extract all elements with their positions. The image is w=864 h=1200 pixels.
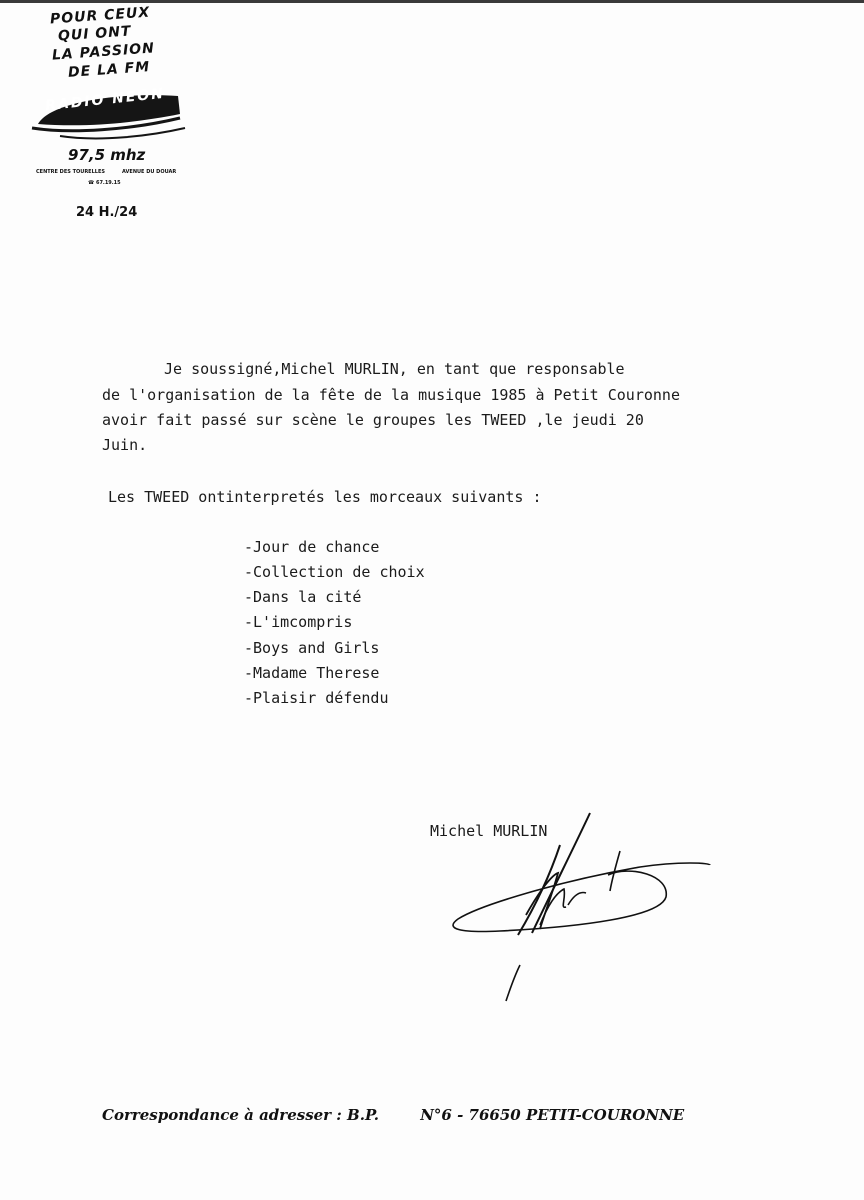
- slogan-line-1: POUR CEUX: [49, 4, 151, 28]
- slogan-line-2: QUI ONT: [57, 23, 132, 45]
- footer-address: [102, 1106, 684, 1124]
- handwritten-signature: [440, 805, 730, 1005]
- song-item: -Jour de chance: [244, 538, 380, 556]
- paragraph-line-3: avoir fait passé sur scène le groupes les TWEED ,le jeudi 20: [102, 411, 644, 429]
- song-item: -Boys and Girls: [244, 639, 380, 657]
- song-item: -Dans la cité: [244, 588, 362, 606]
- song-item: -Madame Therese: [244, 664, 380, 682]
- address-right: AVENUE DU DOUAR: [122, 169, 177, 175]
- song-item: -Plaisir défendu: [244, 689, 389, 707]
- address-left: CENTRE DES TOURELLES: [36, 169, 105, 175]
- slogan-line-4: DE LA FM: [67, 59, 151, 81]
- slogan-line-3: LA PASSION: [51, 40, 156, 64]
- signer-name: Michel MURLIN: [430, 822, 548, 840]
- song-item: -L'imcompris: [244, 613, 353, 631]
- song-item: -Collection de choix: [244, 563, 425, 581]
- paragraph-line-4: Juin.: [102, 436, 148, 454]
- frequency: 97,5 mhz: [68, 146, 146, 164]
- letterhead: [30, 6, 230, 226]
- footer-part-1: Correspondance à adresser : B.P.: [102, 1106, 379, 1124]
- footer-part-2: N°6 - 76650 PETIT-COURONNE: [420, 1106, 685, 1124]
- paragraph-line-1: Je soussigné,Michel MURLIN, en tant que responsable: [164, 360, 625, 378]
- station-name: RADIO NEON: [44, 85, 166, 115]
- phone-number: ☎ 67.19.15: [88, 180, 121, 186]
- hours-label: 24 H./24: [76, 205, 138, 220]
- page-top-edge: [0, 0, 864, 3]
- songs-intro: Les TWEED ontinterpretés les morceaux suivants :: [108, 488, 542, 506]
- paragraph-line-2: de l'organisation de la fête de la musique 1985 à Petit Couronne: [102, 386, 680, 404]
